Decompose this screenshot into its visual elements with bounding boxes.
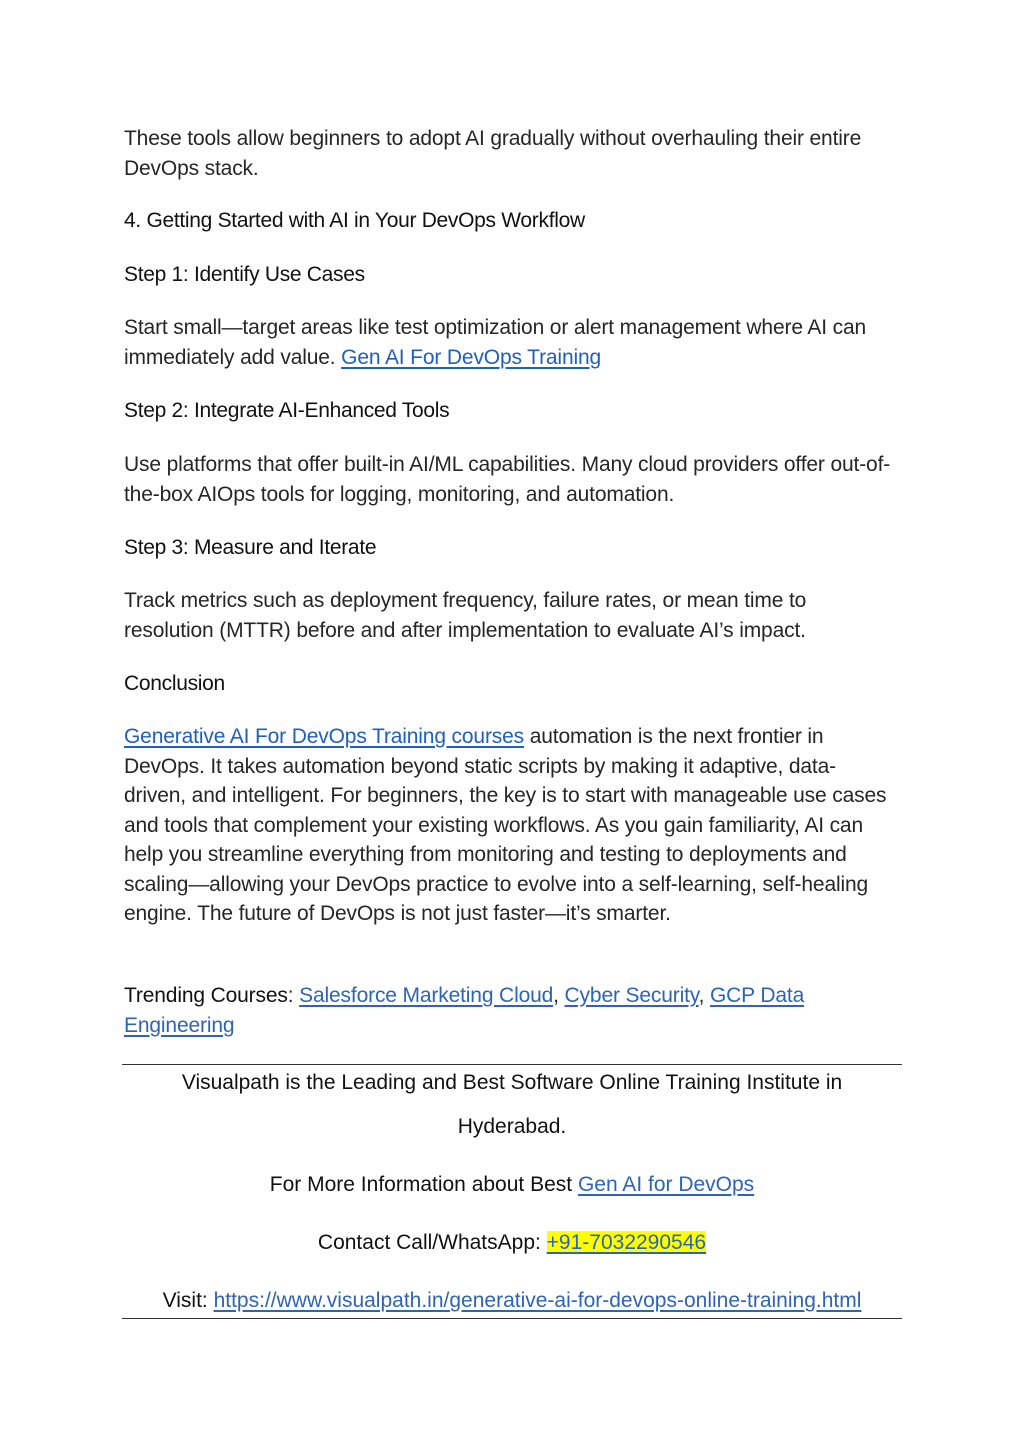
step1-text: Start small—target areas like test optimization or alert management where AI can immediately add value. bbox=[124, 316, 867, 369]
footer-tagline-line2: Hyderabad. bbox=[457, 1115, 567, 1138]
gcp-data-engineering-link[interactable]: GCP Data Engineering bbox=[124, 984, 805, 1037]
trending-label: Trending Courses bbox=[124, 984, 288, 1007]
step1-paragraph bbox=[124, 313, 894, 372]
footer-contact bbox=[122, 1228, 902, 1257]
step3-paragraph: Track metrics such as deployment frequency, failure rates, or mean time to resolution (MTTR) before and after implementation to evaluate AI’s impact. bbox=[124, 589, 807, 642]
section-heading: 4. Getting Started with AI in Your DevOps Workflow bbox=[124, 209, 585, 232]
conclusion-heading: Conclusion bbox=[124, 672, 225, 695]
footer-info bbox=[122, 1170, 902, 1199]
generative-ai-courses-link[interactable]: Generative AI For DevOps Training courses bbox=[124, 725, 525, 748]
intro-paragraph: These tools allow beginners to adopt AI gradually without overhauling their entire DevOps stack. bbox=[124, 127, 862, 180]
conclusion-paragraph bbox=[124, 722, 894, 929]
conclusion-text: automation is the next frontier in DevOps. It takes automation beyond static scripts by making it adaptive, data-driven, and intelligent. For beginners, the key is to start with manageable use cases and tools that complement your existing workflows. As you gain familiarity, AI can help you streamline everything from monitoring and testing to deployments and scaling—allowing your DevOps practice to evolve into a self-learning, self-healing engine. The future of DevOps is not just faster—it’s smarter. bbox=[124, 725, 887, 925]
contact-label: Contact Call/WhatsApp: bbox=[317, 1231, 547, 1254]
trending-separator: , bbox=[553, 984, 565, 1007]
trending-courses bbox=[124, 981, 894, 1040]
cyber-security-link[interactable]: Cyber Security bbox=[564, 984, 699, 1007]
step3-heading: Step 3: Measure and Iterate bbox=[124, 536, 377, 559]
footer-visit bbox=[122, 1286, 902, 1315]
visit-label: Visit: bbox=[162, 1289, 214, 1312]
salesforce-marketing-cloud-link[interactable]: Salesforce Marketing Cloud bbox=[299, 984, 554, 1007]
step1-heading: Step 1: Identify Use Cases bbox=[124, 263, 365, 286]
phone-number-link[interactable]: +91-7032290546 bbox=[546, 1231, 707, 1254]
step2-heading: Step 2: Integrate AI-Enhanced Tools bbox=[124, 399, 450, 422]
footer-tagline-line1: Visualpath is the Leading and Best Software Online Training Institute in bbox=[181, 1071, 843, 1094]
trending-colon: : bbox=[287, 984, 300, 1007]
step2-paragraph: Use platforms that offer built-in AI/ML capabilities. Many cloud providers offer out-of-the-box AIOps tools for logging, monitoring, and automation. bbox=[124, 453, 891, 506]
gen-ai-devops-training-link[interactable]: Gen AI For DevOps Training bbox=[341, 345, 602, 369]
gen-ai-for-devops-link[interactable]: Gen AI for DevOps bbox=[577, 1173, 755, 1196]
footer-box bbox=[122, 1064, 902, 1319]
trending-separator: , bbox=[698, 984, 710, 1007]
visualpath-url-link[interactable]: https://www.visualpath.in/generative-ai-for-devops-online-training.html bbox=[213, 1289, 862, 1312]
info-label: For More Information about Best bbox=[269, 1173, 578, 1196]
